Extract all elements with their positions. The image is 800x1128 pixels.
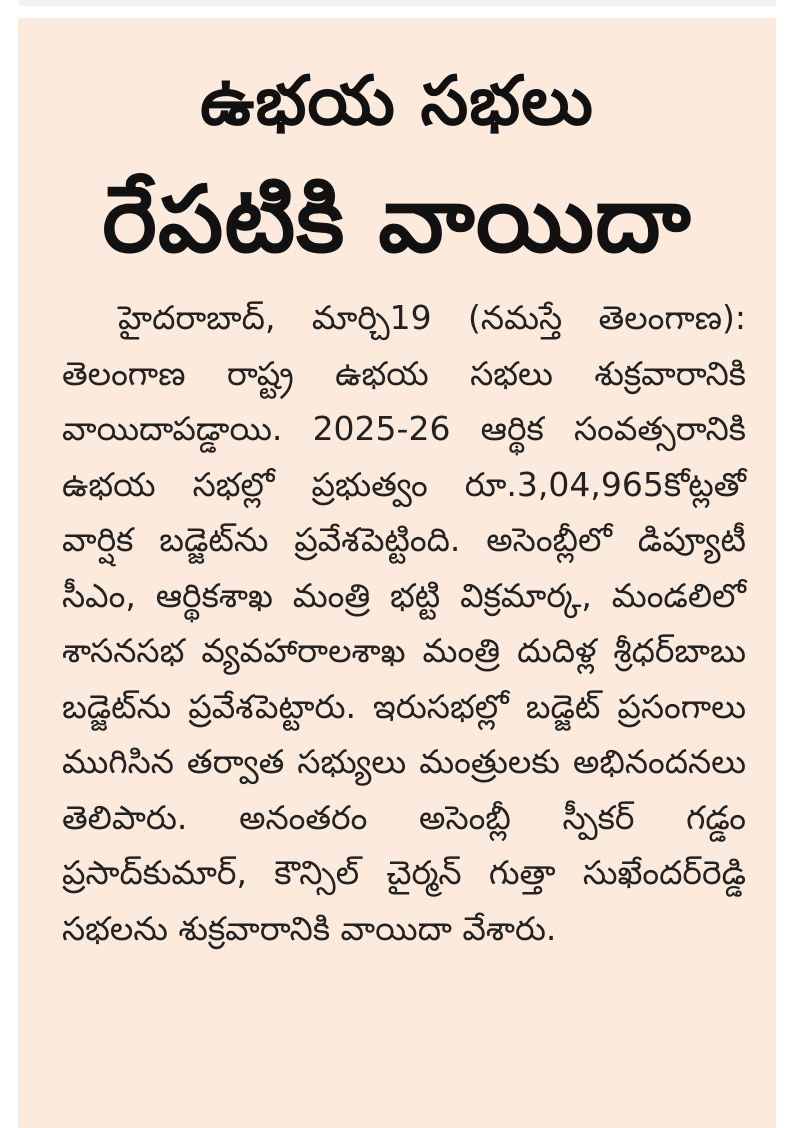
page-top-edge bbox=[18, 0, 776, 6]
headline-line-2: రేపటికి వాయిదా bbox=[102, 166, 692, 273]
article-body: హైదరాబాద్, మార్చి19 (నమస్తే తెలంగాణ): తెలంగాణ రాష్ట్ర ఉభయ సభలు శుక్రవారానికి వాయిదాపడ్డాయి. 2025-26 ఆర్థిక సంవత్సరానికి ఉభయ సభల్లో ప్రభుత్వం రూ.3,04,965కోట్లతో వార్షిక బడ్జెట్‌ను ప్రవేశపెట్టింది. అసెంబ్లీలో డిప్యూటీ సీఎం, ఆర్థికశాఖ మంత్రి భట్టి విక్రమార్క, మండలిలో శాసనసభ వ్యవహారాలశాఖ మంత్రి దుదిళ్ల శ్రీధర్‌బాబు బడ్జెట్‌ను ప్రవేశపెట్టారు. ఇరుసభల్లో బడ్జెట్ ప్రసంగాలు ముగిసిన తర్వాత సభ్యులు మంత్రులకు అభినందనలు తెలిపారు. అనంతరం అసెంబ్లీ స్పీకర్ గడ్డం ప్రసాద్‌కుమార్, కౌన్సిల్ చైర్మన్ గుత్తా సుఖేందర్‌రెడ్డి సభలను శుక్రవారానికి వాయిదా వేశారు. bbox=[62, 298, 746, 948]
headline-line-1: ఉభయ సభలు bbox=[200, 62, 594, 141]
newspaper-clipping bbox=[18, 18, 776, 1128]
